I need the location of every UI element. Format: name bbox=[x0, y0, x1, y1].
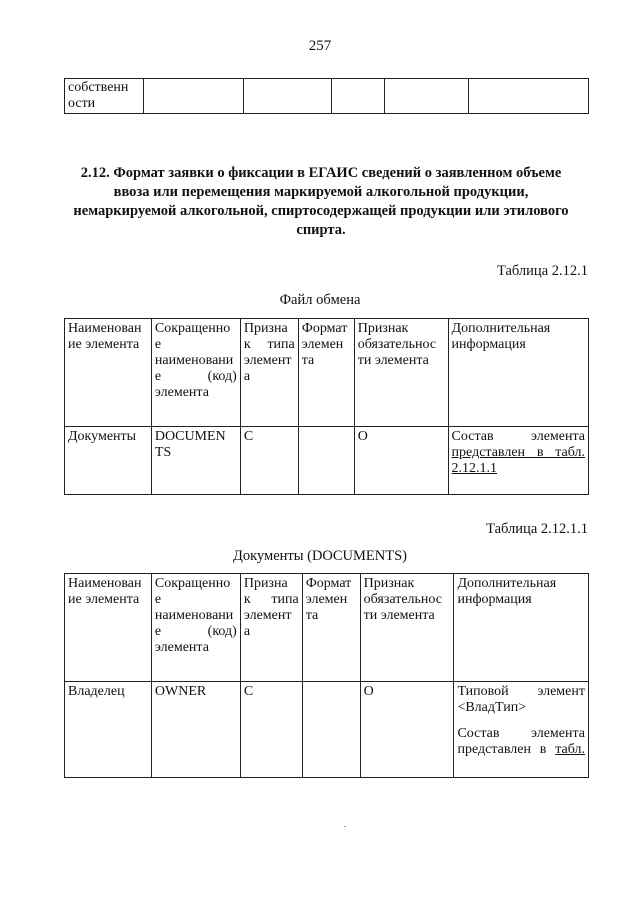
header-format: Формат элемен та bbox=[302, 574, 360, 682]
cell-required: О bbox=[360, 682, 454, 778]
cell-type: С bbox=[240, 427, 298, 495]
table-label: Таблица 2.12.1.1 bbox=[486, 521, 588, 537]
header-type: Призна к типа элемент а bbox=[240, 574, 302, 682]
header-type: Призна к типа элемент а bbox=[240, 319, 298, 427]
table-caption: Файл обмена bbox=[279, 292, 361, 308]
header-info: Дополнительная информация bbox=[454, 574, 589, 682]
header-short-name: Сокращенно е наименовани е (код) элемента bbox=[151, 319, 240, 427]
table-reference-link[interactable]: представлен в табл. bbox=[451, 445, 585, 460]
cell-text: собственн bbox=[68, 80, 129, 95]
table-cell bbox=[143, 79, 243, 114]
cell-required: О bbox=[354, 427, 448, 495]
cell-name: Владелец bbox=[65, 682, 152, 778]
cell-short-name: OWNER bbox=[151, 682, 240, 778]
table-cell bbox=[331, 79, 385, 114]
table-caption: Документы (DOCUMENTS) bbox=[233, 548, 407, 564]
documents-table bbox=[64, 573, 589, 778]
cell-format bbox=[298, 427, 354, 495]
file-exchange-table bbox=[64, 318, 589, 495]
cell-info: Типовой элемент <ВладТип> Состав элемента представлен в табл. bbox=[454, 682, 589, 778]
header-short-name: Сокращенно е наименовани е (код) элемента bbox=[151, 574, 240, 682]
cell-short-name: DOCUMEN TS bbox=[151, 427, 240, 495]
cell-info: Состав элемента представлен в табл. 2.12.1.1 bbox=[448, 427, 588, 495]
page-number: 257 bbox=[308, 38, 332, 54]
table-reference-link[interactable]: представлен в табл. bbox=[457, 742, 585, 757]
header-required: Признак обязательнос ти элемента bbox=[360, 574, 454, 682]
header-format: Формат элемен та bbox=[298, 319, 354, 427]
table-label: Таблица 2.12.1 bbox=[496, 263, 588, 279]
header-info: Дополнительная информация bbox=[448, 319, 588, 427]
section-heading bbox=[66, 164, 576, 240]
header-required: Признак обязательнос ти элемента bbox=[354, 319, 448, 427]
scan-speck bbox=[344, 826, 346, 827]
table-cell bbox=[469, 79, 589, 114]
table-cell bbox=[243, 79, 331, 114]
continued-table bbox=[64, 78, 589, 114]
table-row bbox=[65, 427, 589, 495]
table-cell bbox=[385, 79, 469, 114]
header-name: Наименован ие элемента bbox=[65, 319, 152, 427]
table-header-row bbox=[65, 574, 589, 682]
table-header-row bbox=[65, 319, 589, 427]
heading-line: немаркируемой алкогольной, спиртосодержащей продукции или этилового bbox=[73, 203, 569, 219]
heading-line: 2.12. Формат заявки о фиксации в ЕГАИС сведений о заявленном объеме bbox=[80, 165, 562, 181]
cell-name: Документы bbox=[65, 427, 152, 495]
table-reference-number[interactable]: 2.12.1.1 bbox=[451, 461, 498, 476]
heading-line: ввоза или перемещения маркируемой алкогольной продукции, bbox=[113, 184, 529, 200]
table-row bbox=[65, 682, 589, 778]
cell-text: ости bbox=[68, 96, 96, 111]
heading-line: спирта. bbox=[296, 222, 346, 238]
table-cell bbox=[65, 79, 144, 114]
cell-type: С bbox=[240, 682, 302, 778]
header-name: Наименован ие элемента bbox=[65, 574, 152, 682]
cell-format bbox=[302, 682, 360, 778]
